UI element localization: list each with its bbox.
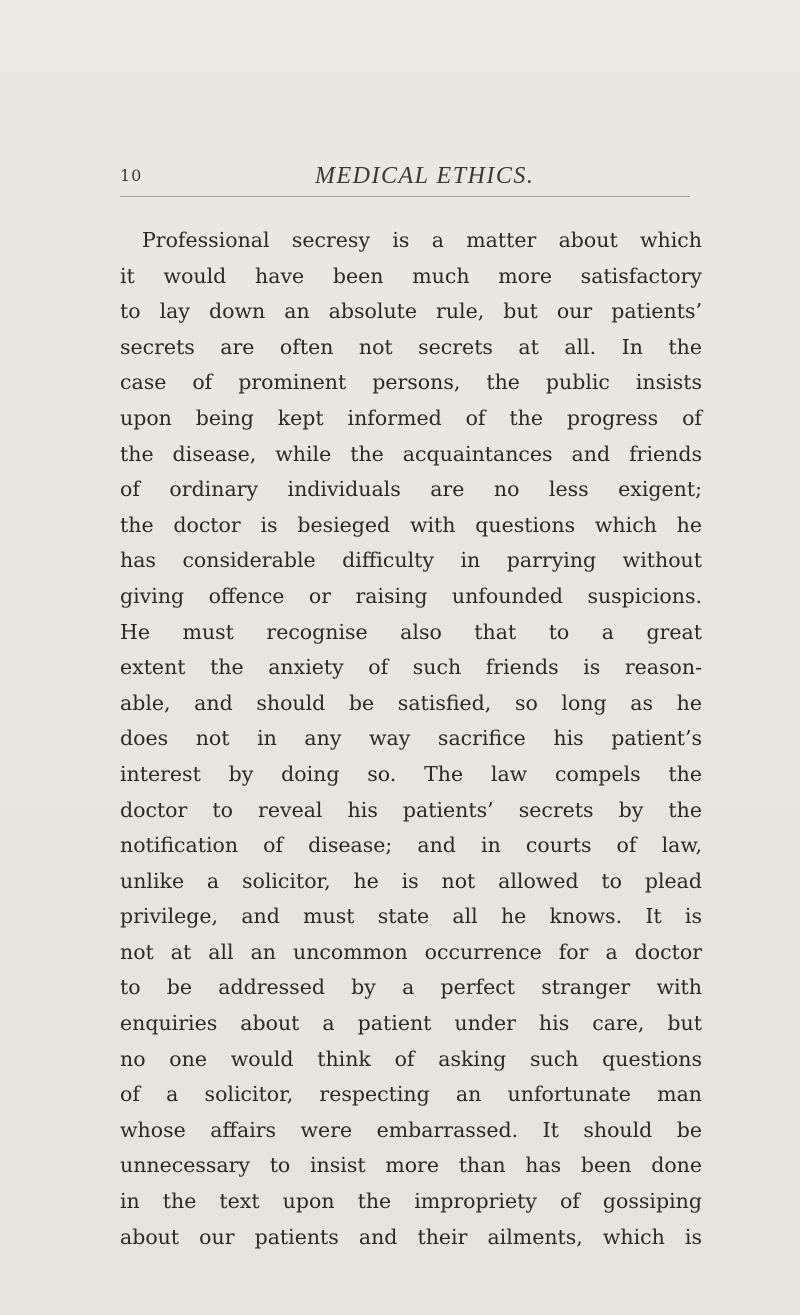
text-line: about our patients and their ailments, which is <box>120 1224 702 1249</box>
text-line: to be addressed by a perfect stranger with <box>120 975 702 1000</box>
text-line: in the text upon the impropriety of gossiping <box>120 1189 702 1214</box>
running-title: MEDICAL ETHICS. <box>315 163 535 189</box>
text-line: able, and should be satisfied, so long as he <box>120 690 702 715</box>
text-line: no one would think of asking such questions <box>120 1046 702 1071</box>
text-line: He must recognise also that to a great <box>120 619 702 644</box>
text-line: does not in any way sacrifice his patient’s <box>120 726 702 751</box>
header-rule <box>120 196 690 197</box>
text-line: secrets are often not secrets at all. In the <box>120 334 702 359</box>
text-line: interest by doing so. The law compels the <box>120 761 702 786</box>
text-line: case of prominent persons, the public insists <box>120 370 702 395</box>
text-line: privilege, and must state all he knows. It is <box>120 904 702 929</box>
text-line: not at all an uncommon occurrence for a doctor <box>120 939 702 964</box>
text-line: of a solicitor, respecting an unfortunate man <box>120 1082 702 1107</box>
text-line: notification of disease; and in courts of law, <box>120 833 702 858</box>
text-line: the doctor is besieged with questions which he <box>120 512 702 537</box>
page-number: 10 <box>120 166 143 185</box>
text-line: unnecessary to insist more than has been done <box>120 1153 702 1178</box>
text-line: giving offence or raising unfounded suspicions. <box>120 583 702 608</box>
text-line: doctor to reveal his patients’ secrets by the <box>120 797 702 822</box>
text-line: Professional secresy is a matter about which <box>142 228 702 252</box>
text-line: has considerable difficulty in parrying without <box>120 548 702 573</box>
running-head <box>120 163 690 192</box>
text-line: it would have been much more satisfactory <box>120 263 702 288</box>
text-line: to lay down an absolute rule, but our patients’ <box>120 299 702 324</box>
body-paragraph <box>120 223 702 1255</box>
text-line: extent the anxiety of such friends is reason- <box>120 655 702 680</box>
text-line: of ordinary individuals are no less exigent; <box>120 477 702 502</box>
text-line: upon being kept informed of the progress of <box>120 405 702 430</box>
text-line: unlike a solicitor, he is not allowed to plead <box>120 868 702 893</box>
text-line: whose affairs were embarrassed. It should be <box>120 1117 702 1142</box>
text-line: the disease, while the acquaintances and friends <box>120 441 702 466</box>
text-line: enquiries about a patient under his care, but <box>120 1011 702 1036</box>
